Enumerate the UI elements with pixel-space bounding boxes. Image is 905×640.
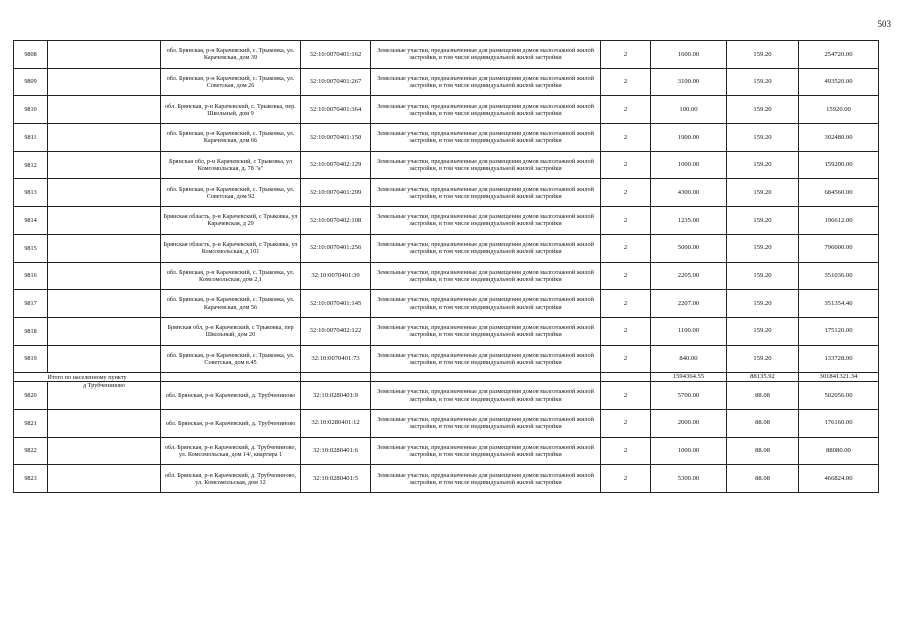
permitted-use: Земельные участки, предназначенные для размещения домов малоэтажной жилой застройки, в том числе индивидуальной жилой застройки bbox=[371, 382, 601, 410]
area-value: 5700.00 bbox=[651, 382, 727, 410]
permitted-use: Земельные участки, предназначенные для размещения домов малоэтажной жилой застройки, в том числе индивидуальной жилой застройки bbox=[371, 234, 601, 262]
table-row bbox=[14, 179, 879, 207]
row-number: 9814 bbox=[14, 207, 48, 235]
row-number: 9822 bbox=[14, 437, 48, 465]
table-row bbox=[14, 345, 879, 373]
subtotal-label: Итого по населенному пункту bbox=[14, 373, 161, 382]
subtotal-blank bbox=[601, 373, 651, 382]
specific-value: 159.20 bbox=[727, 234, 799, 262]
table-row bbox=[14, 41, 879, 69]
cadastral-value: 88080.00 bbox=[799, 437, 879, 465]
area-value: 1000.00 bbox=[651, 151, 727, 179]
subtotal-blank bbox=[161, 373, 301, 382]
subtotal-rate: 88135.92 bbox=[727, 373, 799, 382]
cadastral-value: 351036.00 bbox=[799, 262, 879, 290]
address-cell: Брянская обл, р-н Карачевский, с Трыковка, ул Комсомольская, д. 78 "а" bbox=[161, 151, 301, 179]
address-cell: Брянская область, р-н Карачевский, с Трыковка, ул Комсомольская, д 101 bbox=[161, 234, 301, 262]
address-cell: обл. Брянская, р-н Карачевский, д. Трубчениново, ул. Комсомольская, дом 14/, квартира 1 bbox=[161, 437, 301, 465]
address-cell: обл. Брянская, р-н Карачевский, с. Трыковка, ул. Комсомольская, дом 2,1 bbox=[161, 262, 301, 290]
cadastral-value: 684560.00 bbox=[799, 179, 879, 207]
row-number: 9809 bbox=[14, 68, 48, 96]
permitted-use: Земельные участки, предназначенные для размещения домов малоэтажной жилой застройки, в том числе индивидуальной жилой застройки bbox=[371, 207, 601, 235]
cadastral-value: 502056.00 bbox=[799, 382, 879, 410]
specific-value: 159.20 bbox=[727, 262, 799, 290]
locality-cell bbox=[48, 96, 161, 124]
locality-cell bbox=[48, 317, 161, 345]
locality-cell bbox=[48, 290, 161, 318]
group-number: 2 bbox=[601, 290, 651, 318]
table-row bbox=[14, 465, 879, 493]
row-number: 9818 bbox=[14, 317, 48, 345]
locality-cell bbox=[48, 207, 161, 235]
area-value: 1600.00 bbox=[651, 41, 727, 69]
subtotal-blank bbox=[371, 373, 601, 382]
cadastral-number: 32:10:0070402:108 bbox=[301, 207, 371, 235]
row-number: 9808 bbox=[14, 41, 48, 69]
table-row bbox=[14, 234, 879, 262]
locality-cell bbox=[48, 41, 161, 69]
area-value: 5000.00 bbox=[651, 234, 727, 262]
specific-value: 159.20 bbox=[727, 207, 799, 235]
permitted-use: Земельные участки, предназначенные для размещения домов малоэтажной жилой застройки, в том числе индивидуальной жилой застройки bbox=[371, 465, 601, 493]
table-row bbox=[14, 409, 879, 437]
rows-after-subtotal bbox=[14, 382, 879, 493]
address-cell: обл. Брянская, р-н Карачевский, с. Трыковка, ул. Карачевская, дом 56 bbox=[161, 290, 301, 318]
address-cell: обл. Брянская, р-н Карачевский, с. Трыковка, ул. Советская, дом в.45 bbox=[161, 345, 301, 373]
cadastral-value: 196612.00 bbox=[799, 207, 879, 235]
row-number: 9819 bbox=[14, 345, 48, 373]
permitted-use: Земельные участки, предназначенные для размещения домов малоэтажной жилой застройки, в том числе индивидуальной жилой застройки bbox=[371, 68, 601, 96]
area-value: 840.00 bbox=[651, 345, 727, 373]
area-value: 2207.00 bbox=[651, 290, 727, 318]
row-number: 9813 bbox=[14, 179, 48, 207]
address-cell: обл. Брянская, р-н Карачевский, с. Трыковка, ул. Карачевская, дом 66 bbox=[161, 124, 301, 152]
cadastral-number: 32:10:0070401:256 bbox=[301, 234, 371, 262]
cadastral-number: 32:10:0070401:73 bbox=[301, 345, 371, 373]
subtotal-value: 301841321.34 bbox=[799, 373, 879, 382]
locality-cell bbox=[48, 409, 161, 437]
table-row bbox=[14, 262, 879, 290]
specific-value: 88.08 bbox=[727, 437, 799, 465]
cadastral-value: 466824.00 bbox=[799, 465, 879, 493]
address-cell: обл. Брянская, р-н Карачевский, с. Трыковка, пер. Школьный, дом 9 bbox=[161, 96, 301, 124]
address-cell: обл. Брянская, р-н Карачевский, д. Трубчениново bbox=[161, 409, 301, 437]
address-cell: обл. Брянская, р-н Карачевский, д. Трубчениново, ул. Комсомольская, дом 12 bbox=[161, 465, 301, 493]
row-number: 9821 bbox=[14, 409, 48, 437]
cadastral-number: 32:10:0280401:6 bbox=[301, 437, 371, 465]
row-number: 9823 bbox=[14, 465, 48, 493]
table-row bbox=[14, 68, 879, 96]
table-row bbox=[14, 96, 879, 124]
row-number: 9816 bbox=[14, 262, 48, 290]
cadastral-value: 133728.00 bbox=[799, 345, 879, 373]
subtotal-blank bbox=[301, 373, 371, 382]
address-cell: обл. Брянская, р-н Карачевский, с. Трыковка, ул. Советская, дом 26 bbox=[161, 68, 301, 96]
rows-before-subtotal bbox=[14, 41, 879, 373]
address-cell: обл. Брянская, р-н Карачевский, с. Трыковка, ул. Советская, дом 92 bbox=[161, 179, 301, 207]
specific-value: 159.20 bbox=[727, 68, 799, 96]
subtotal-area: 1594364.55 bbox=[651, 373, 727, 382]
specific-value: 159.20 bbox=[727, 151, 799, 179]
specific-value: 88.08 bbox=[727, 382, 799, 410]
group-number: 2 bbox=[601, 124, 651, 152]
permitted-use: Земельные участки, предназначенные для размещения домов малоэтажной жилой застройки, в том числе индивидуальной жилой застройки bbox=[371, 262, 601, 290]
group-number: 2 bbox=[601, 179, 651, 207]
cadastral-value: 159200.00 bbox=[799, 151, 879, 179]
cadastral-number: 32:10:0070401:145 bbox=[301, 290, 371, 318]
cadastral-value: 302480.00 bbox=[799, 124, 879, 152]
cadastral-value: 15920.00 bbox=[799, 96, 879, 124]
cadastral-number: 32:10:0070402:122 bbox=[301, 317, 371, 345]
cadastral-number: 32:10:0070401:162 bbox=[301, 41, 371, 69]
locality-cell bbox=[48, 179, 161, 207]
permitted-use: Земельные участки, предназначенные для размещения домов малоэтажной жилой застройки, в том числе индивидуальной жилой застройки bbox=[371, 290, 601, 318]
group-number: 2 bbox=[601, 465, 651, 493]
permitted-use: Земельные участки, предназначенные для размещения домов малоэтажной жилой застройки, в том числе индивидуальной жилой застройки bbox=[371, 345, 601, 373]
locality-cell bbox=[48, 262, 161, 290]
group-number: 2 bbox=[601, 151, 651, 179]
row-number: 9811 bbox=[14, 124, 48, 152]
table-row bbox=[14, 437, 879, 465]
cadastral-number: 32:10:0070401:299 bbox=[301, 179, 371, 207]
locality-cell bbox=[48, 151, 161, 179]
table-row bbox=[14, 124, 879, 152]
cadastral-value: 351354.40 bbox=[799, 290, 879, 318]
group-number: 2 bbox=[601, 207, 651, 235]
cadastral-number: 32:10:0070401:150 bbox=[301, 124, 371, 152]
address-cell: Брянская обл, р-н Карачевский, с Трыковка, пер Школьный, дом 20 bbox=[161, 317, 301, 345]
row-number: 9820 bbox=[14, 382, 48, 410]
group-number: 2 bbox=[601, 262, 651, 290]
area-value: 100.00 bbox=[651, 96, 727, 124]
group-number: 2 bbox=[601, 234, 651, 262]
permitted-use: Земельные участки, предназначенные для размещения домов малоэтажной жилой застройки, в том числе индивидуальной жилой застройки bbox=[371, 151, 601, 179]
group-number: 2 bbox=[601, 317, 651, 345]
land-parcel-table bbox=[13, 40, 879, 493]
subtotal-row bbox=[14, 373, 879, 382]
group-number: 2 bbox=[601, 345, 651, 373]
permitted-use: Земельные участки, предназначенные для размещения домов малоэтажной жилой застройки, в том числе индивидуальной жилой застройки bbox=[371, 437, 601, 465]
locality-cell: д Трубчениново bbox=[48, 382, 161, 410]
area-value: 1235.00 bbox=[651, 207, 727, 235]
table-row bbox=[14, 317, 879, 345]
cadastral-number: 32:10:0070401:364 bbox=[301, 96, 371, 124]
table-row bbox=[14, 207, 879, 235]
locality-cell bbox=[48, 345, 161, 373]
group-number: 2 bbox=[601, 409, 651, 437]
cadastral-number: 32:10:0070402:129 bbox=[301, 151, 371, 179]
address-cell: обл. Брянская, р-н Карачевский, д. Трубчениново bbox=[161, 382, 301, 410]
specific-value: 88.08 bbox=[727, 409, 799, 437]
permitted-use: Земельные участки, предназначенные для размещения домов малоэтажной жилой застройки, в том числе индивидуальной жилой застройки bbox=[371, 317, 601, 345]
cadastral-value: 176160.00 bbox=[799, 409, 879, 437]
subtotal-section bbox=[14, 373, 879, 382]
specific-value: 159.20 bbox=[727, 96, 799, 124]
locality-cell bbox=[48, 68, 161, 96]
cadastral-value: 796000.00 bbox=[799, 234, 879, 262]
locality-cell bbox=[48, 234, 161, 262]
cadastral-value: 493520.00 bbox=[799, 68, 879, 96]
area-value: 1900.00 bbox=[651, 124, 727, 152]
cadastral-number: 32:10:0280401:5 bbox=[301, 465, 371, 493]
specific-value: 159.20 bbox=[727, 41, 799, 69]
locality-cell bbox=[48, 465, 161, 493]
area-value: 1000.00 bbox=[651, 437, 727, 465]
cadastral-number: 32:10:0280401:9 bbox=[301, 382, 371, 410]
cadastral-number: 32:10:0280401:12 bbox=[301, 409, 371, 437]
group-number: 2 bbox=[601, 68, 651, 96]
specific-value: 88.08 bbox=[727, 465, 799, 493]
permitted-use: Земельные участки, предназначенные для размещения домов малоэтажной жилой застройки, в том числе индивидуальной жилой застройки bbox=[371, 409, 601, 437]
area-value: 4300.00 bbox=[651, 179, 727, 207]
area-value: 2000.00 bbox=[651, 409, 727, 437]
address-cell: Брянская область, р-н Карачевский, с Трыковка, ул Карачевская, д 29 bbox=[161, 207, 301, 235]
specific-value: 159.20 bbox=[727, 345, 799, 373]
cadastral-number: 32:10:0070401:39 bbox=[301, 262, 371, 290]
permitted-use: Земельные участки, предназначенные для размещения домов малоэтажной жилой застройки, в том числе индивидуальной жилой застройки bbox=[371, 96, 601, 124]
permitted-use: Земельные участки, предназначенные для размещения домов малоэтажной жилой застройки, в том числе индивидуальной жилой застройки bbox=[371, 124, 601, 152]
row-number: 9815 bbox=[14, 234, 48, 262]
permitted-use: Земельные участки, предназначенные для размещения домов малоэтажной жилой застройки, в том числе индивидуальной жилой застройки bbox=[371, 41, 601, 69]
area-value: 5300.00 bbox=[651, 465, 727, 493]
specific-value: 159.20 bbox=[727, 317, 799, 345]
specific-value: 159.20 bbox=[727, 179, 799, 207]
cadastral-number: 32:10:0070401:267 bbox=[301, 68, 371, 96]
table-row bbox=[14, 290, 879, 318]
table-row bbox=[14, 382, 879, 410]
cadastral-value: 175120.00 bbox=[799, 317, 879, 345]
group-number: 2 bbox=[601, 382, 651, 410]
address-cell: обл. Брянская, р-н Карачевский, с. Трыковка, ул. Карачевская, дом 39 bbox=[161, 41, 301, 69]
group-number: 2 bbox=[601, 96, 651, 124]
group-number: 2 bbox=[601, 437, 651, 465]
specific-value: 159.20 bbox=[727, 124, 799, 152]
table-row bbox=[14, 151, 879, 179]
area-value: 1100.00 bbox=[651, 317, 727, 345]
locality-cell bbox=[48, 124, 161, 152]
row-number: 9810 bbox=[14, 96, 48, 124]
row-number: 9817 bbox=[14, 290, 48, 318]
page-number: 503 bbox=[877, 19, 891, 29]
cadastral-value: 254720.00 bbox=[799, 41, 879, 69]
group-number: 2 bbox=[601, 41, 651, 69]
locality-cell bbox=[48, 437, 161, 465]
specific-value: 159.20 bbox=[727, 290, 799, 318]
row-number: 9812 bbox=[14, 151, 48, 179]
permitted-use: Земельные участки, предназначенные для размещения домов малоэтажной жилой застройки, в том числе индивидуальной жилой застройки bbox=[371, 179, 601, 207]
area-value: 2205.00 bbox=[651, 262, 727, 290]
area-value: 3100.00 bbox=[651, 68, 727, 96]
